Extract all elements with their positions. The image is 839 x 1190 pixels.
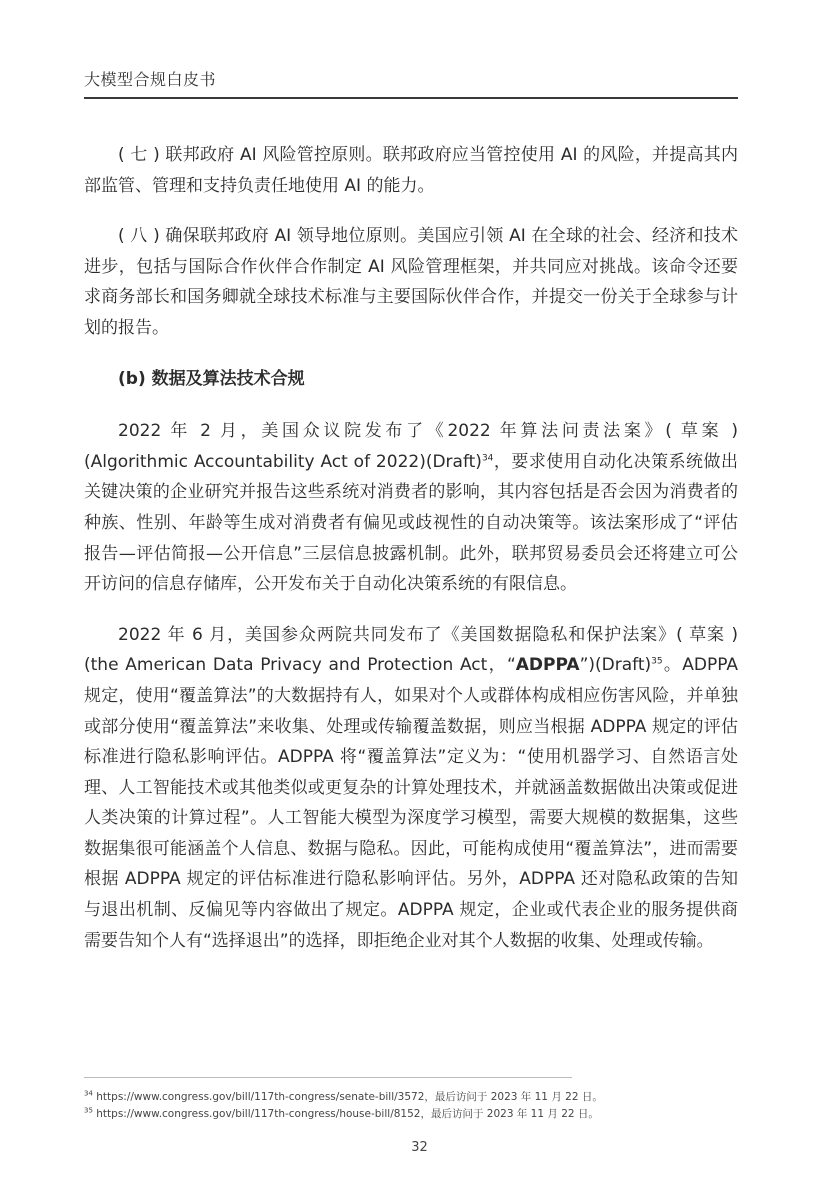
footnote-34 xyxy=(84,1089,603,1104)
adppa-acronym: ADPPA xyxy=(515,655,580,676)
paragraph-text: 2022 年 6 月，美国参众两院共同发布了《美国数据隐私和保护法案》( 草案 )(the American Data Privacy and Protection Act，“ xyxy=(84,624,738,676)
running-header: 大模型合规白皮书 xyxy=(84,70,217,89)
footnote-ref: 35 xyxy=(651,656,663,667)
footnote-ref: 34 xyxy=(481,453,494,464)
paragraph-text: 2022 年 2 月，美国众议院发布了《2022 年算法问责法案》( 草案 )(Algorithmic Accountability Act of 2022)(Draft) xyxy=(84,421,738,472)
footnote-text: https://www.congress.gov/bill/117th-congress/house-bill/8152，最后访问于 2023 年 11 月 22 日。 xyxy=(96,1108,599,1120)
header-divider xyxy=(84,97,738,99)
paragraph-text: 。ADPPA 规定，使用“覆盖算法”的大数据持有人，如果对个人或群体构成相应伤害风险，并单独或部分使用“覆盖算法”来收集、处理或传输覆盖数据，则应当根据 ADPPA 规定的评估标准进行隐私影响评估。ADPPA 将“覆盖算法”定义为：“使用机器学习、自然语言处理、人工智能技术或其他类似或更复杂的计算处理技术，并就涵盖数据做出决策或促进人类决策的计算过程”。人工智能大模型为深度学习模型，需要大规模的数据集，这些数据集很可能涵盖个人信息、数据与隐私。因此，可能构成使用“覆盖算法”，进而需要根据 ADPPA 规定的评估标准进行隐私影响评估。另外，ADPPA 还对隐私政策的告知与退出机制、反偏见等内容做出了规定。ADPPA 规定，企业或代表企业的服务提供商需要告知个人有“选择退出”的选择，即拒绝企业对其个人数据的收集、处理或传输。 xyxy=(84,655,738,951)
body-text xyxy=(84,140,738,956)
paragraph-text: ”)(Draft) xyxy=(579,655,652,676)
paragraph-algorithmic-accountability-act xyxy=(84,416,738,600)
footnote-35 xyxy=(84,1106,599,1121)
page-number: 32 xyxy=(411,1140,428,1155)
footnote-text: https://www.congress.gov/bill/117th-congress/senate-bill/3572，最后访问于 2023 年 11 月 22 日。 xyxy=(96,1091,603,1103)
footnote-number: 35 xyxy=(84,1106,93,1115)
paragraph-principle-8: ( 八 ) 确保联邦政府 AI 领导地位原则。美国应引领 AI 在全球的社会、经济和技术进步，包括与国际合作伙伴合作制定 AI 风险管理框架，并共同应对挑战。该命令还要求商务部长和国务卿就全球技术标准与主要国际伙伴合作，并提交一份关于全球参与计划的报告。 xyxy=(84,226,738,338)
paragraph-text: ，要求使用自动化决策系统做出关键决策的企业研究并报告这些系统对消费者的影响，其内容包括是否会因为消费者的种族、性别、年龄等生成对消费者有偏见或歧视性的自动决策等。该法案形成了“评估报告—评估简报—公开信息”三层信息披露机制。此外，联邦贸易委员会还将建立可公开访问的信息存储库，公开发布关于自动化决策系统的有限信息。 xyxy=(84,451,739,595)
section-heading: (b) 数据及算法技术合规 xyxy=(118,368,305,389)
paragraph-principle-7: ( 七 ) 联邦政府 AI 风险管控原则。联邦政府应当管控使用 AI 的风险，并提高其内部监管、管理和支持负责任地使用 AI 的能力。 xyxy=(84,145,738,196)
footnote-divider xyxy=(84,1077,572,1078)
footnote-number: 34 xyxy=(84,1089,93,1098)
paragraph-adppa xyxy=(84,620,738,957)
